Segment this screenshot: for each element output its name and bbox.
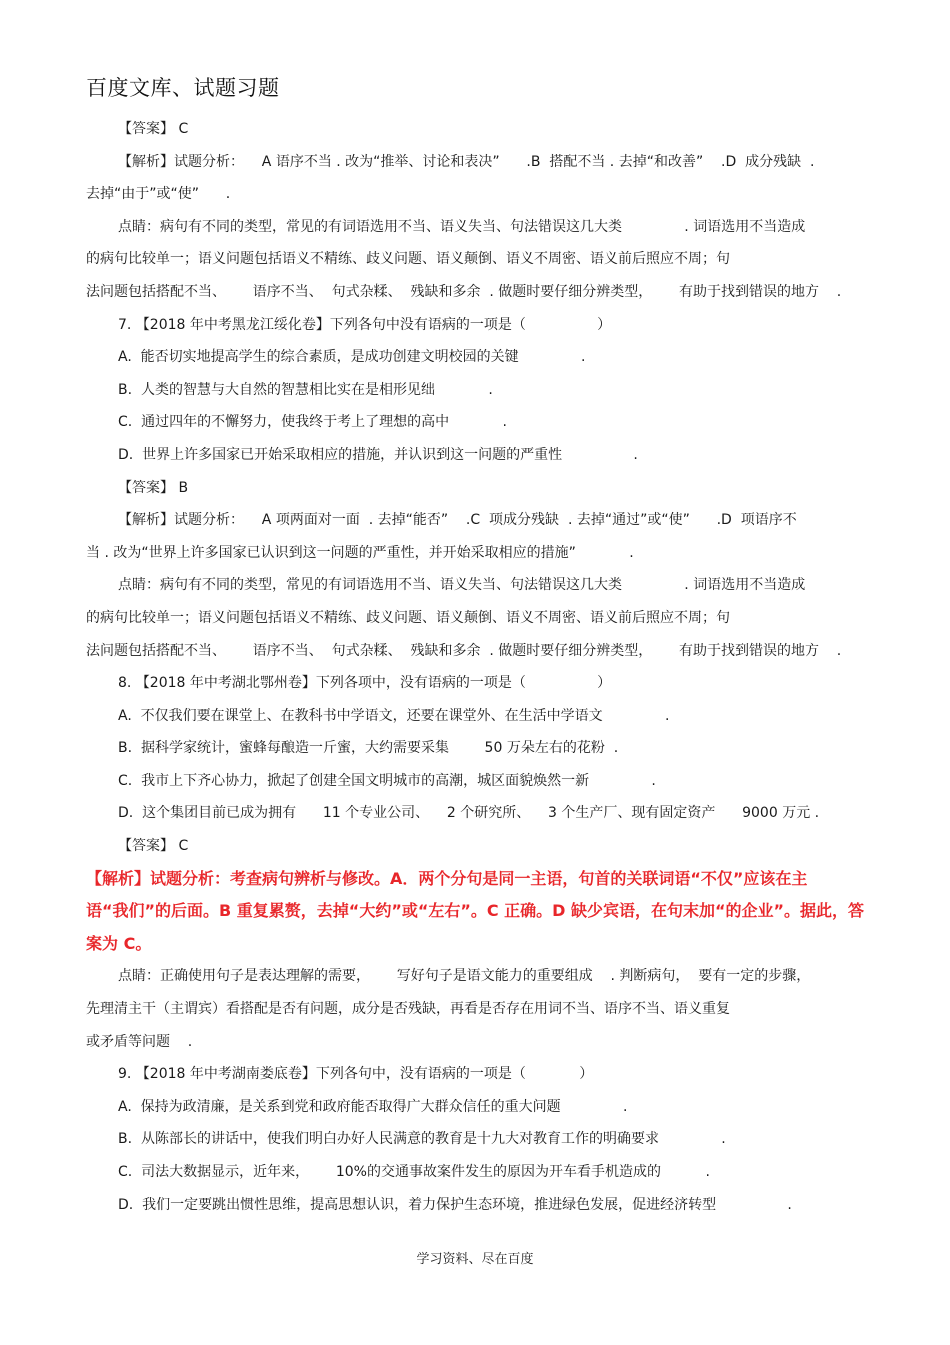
- text-line: 【答案】 C: [118, 838, 189, 855]
- text-line: A. 保持为政清廉，是关系到党和政府能否取得广大群众信任的重大问题 .: [118, 1098, 628, 1115]
- text-line: 7. 【2018 年中考黑龙江绥化卷】下列各句中没有语病的一项是（ ）: [118, 316, 612, 333]
- analysis-line: 案为 C。: [86, 933, 152, 953]
- analysis-line: 语“我们”的后面。B 重复累赘，去掉“大约”或“左右”。C 正确。D 缺少宾语，在句末加“的企业”。据此，答: [86, 901, 865, 921]
- text-line: 点睛：正确使用句子是表达理解的需要， 写好句子是语文能力的重要组成 . 判断病句， 要有一定的步骤，: [118, 968, 811, 985]
- text-line: 8. 【2018 年中考湖北鄂州卷】下列各项中，没有语病的一项是（ ）: [118, 675, 612, 692]
- document-body: [86, 113, 866, 1221]
- text-line: 或矛盾等问题 .: [86, 1033, 193, 1050]
- text-line: D. 我们一定要跳出惯性思维，提高思想认识，着力保护生态环境，推进绿色发展，促进经济转型 .: [118, 1196, 792, 1213]
- analysis-line: 【解析】试题分析：考查病句辨析与修改。A．两个分句是同一主语，句首的关联词语“不仅”应该在主: [86, 868, 808, 888]
- text-block-2: [86, 960, 866, 1221]
- text-line: C. 司法大数据显示，近年来， 10%的交通事故案件发生的原因为开车看手机造成的 .: [118, 1164, 710, 1180]
- text-line: 法问题包括搭配不当、 语序不当、 句式杂糅、 残缺和多余 . 做题时要仔细分辨类型， 有助于找到错误的地方 .: [86, 283, 842, 300]
- text-line: 法问题包括搭配不当、 语序不当、 句式杂糅、 残缺和多余 . 做题时要仔细分辨类型， 有助于找到错误的地方 .: [86, 642, 842, 659]
- text-block-1: [86, 113, 866, 863]
- text-line: 9. 【2018 年中考湖南娄底卷】下列各句中，没有语病的一项是（ ）: [118, 1066, 594, 1083]
- text-line: 当 . 改为“世界上许多国家已认识到这一问题的严重性，并开始采取相应的措施” .: [86, 544, 634, 561]
- text-line: 的病句比较单一；语义问题包括语义不精练、歧义问题、语义颠倒、语义不周密、语义前后照应不周；句: [86, 251, 730, 268]
- text-line: A. 不仅我们要在课堂上、在教科书中学语文，还要在课堂外、在生活中学语文 .: [118, 707, 670, 724]
- text-line: 【解析】试题分析： A 语序不当 . 改为“推举、讨论和表决” .B 搭配不当 . 去掉“和改善” .D 成分残缺 .: [118, 153, 815, 170]
- page-header-title: 百度文库、试题习题: [86, 76, 280, 100]
- analysis-highlight-block: [86, 863, 866, 961]
- text-line: B. 人类的智慧与大自然的智慧相比实在是相形见绌 .: [118, 381, 493, 398]
- text-line: 【解析】试题分析： A 项两面对一面 . 去掉“能否” .C 项成分残缺 . 去掉“通过”或“使” .D 项语序不: [118, 512, 797, 529]
- text-line: 【答案】 C: [118, 121, 189, 137]
- text-line: A. 能否切实地提高学生的综合素质，是成功创建文明校园的关键 .: [118, 349, 586, 366]
- text-line: 点睛：病句有不同的类型，常见的有词语选用不当、语义失当、句法错误这几大类 . 词语选用不当造成: [118, 577, 806, 594]
- text-line: 先理清主干（主谓宾）看搭配是否有问题，成分是否残缺，再看是否存在用词不当、语序不当、语义重复: [86, 1001, 730, 1018]
- text-line: B. 据科学家统计，蜜蜂每酿造一斤蜜，大约需要采集 50 万朵左右的花粉 .: [118, 740, 619, 757]
- text-line: 去掉“由于”或“使” .: [86, 186, 231, 203]
- page-footer: 学习资料、尽在百度: [416, 1252, 534, 1267]
- text-line: D. 世界上许多国家已开始采取相应的措施，并认识到这一问题的严重性 .: [118, 446, 638, 463]
- text-line: D. 这个集团目前已成为拥有 11 个专业公司、 2 个研究所、 3 个生产厂、现有固定资产 9000 万元 .: [118, 805, 820, 822]
- text-line: B. 从陈部长的讲话中，使我们明白办好人民满意的教育是十九大对教育工作的明确要求 .: [118, 1131, 726, 1148]
- text-line: 的病句比较单一；语义问题包括语义不精练、歧义问题、语义颠倒、语义不周密、语义前后照应不周；句: [86, 609, 730, 626]
- text-line: C. 我市上下齐心协力，掀起了创建全国文明城市的高潮，城区面貌焕然一新 .: [118, 772, 656, 789]
- text-line: 点睛：病句有不同的类型，常见的有词语选用不当、语义失当、句法错误这几大类 . 词语选用不当造成: [118, 218, 806, 235]
- text-line: C. 通过四年的不懈努力，使我终于考上了理想的高中 .: [118, 414, 507, 431]
- text-line: 【答案】 B: [118, 479, 189, 496]
